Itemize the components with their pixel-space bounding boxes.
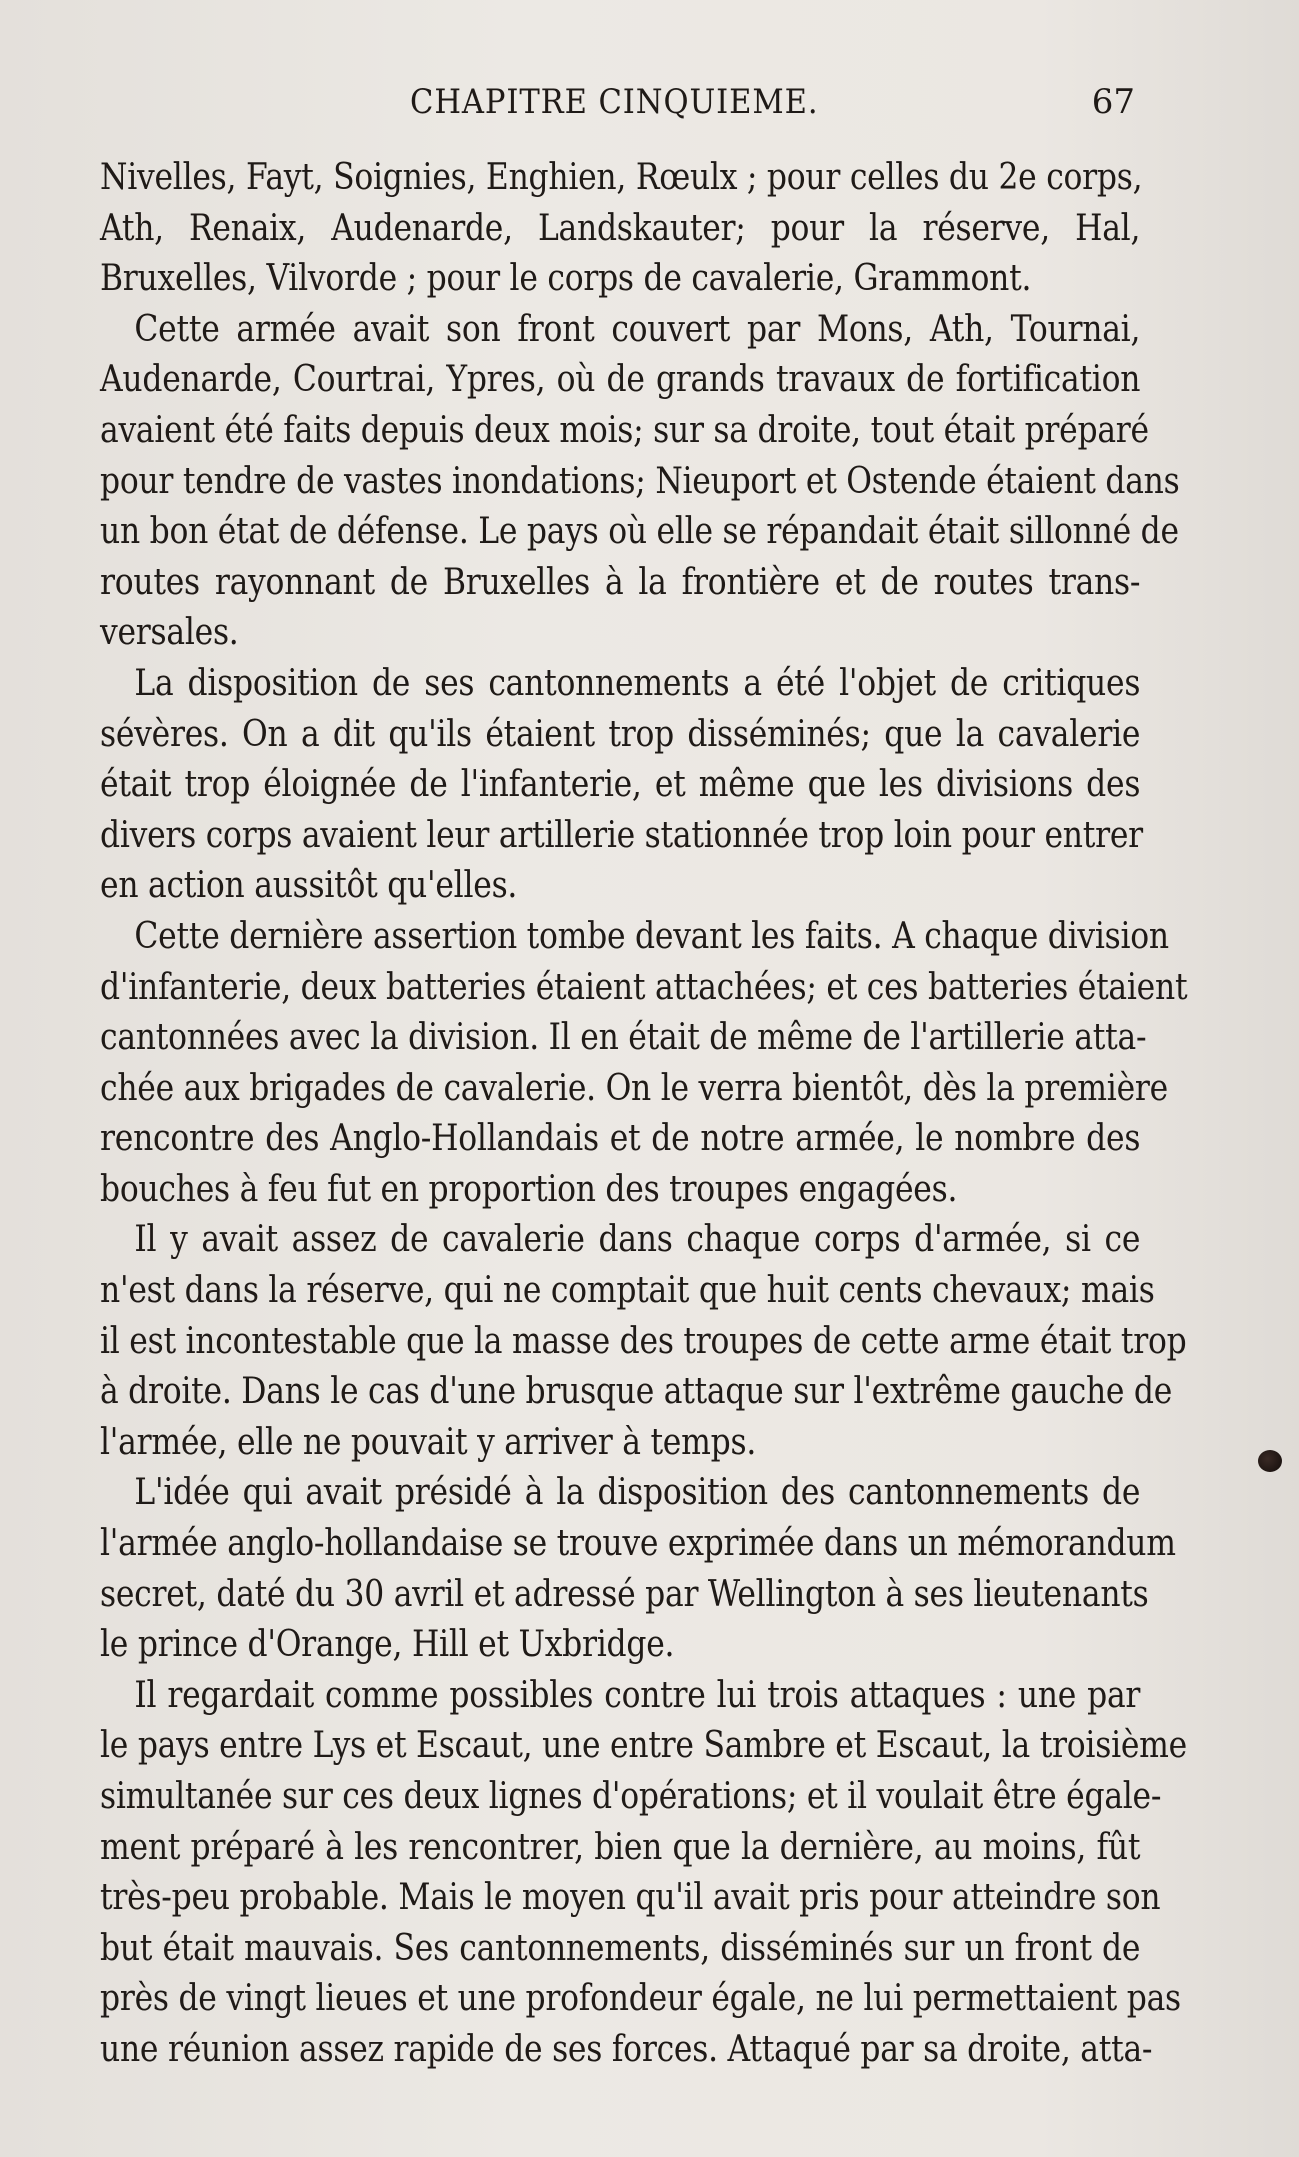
paragraph-first-line: Il regardait comme possibles contre lui trois attaques : une par	[134, 1672, 1141, 1716]
text-line: d'infanterie, deux batteries étaient attachées; et ces batteries étaient	[100, 964, 1188, 1008]
text-line: l'armée anglo-hollandaise se trouve exprimée dans un mémorandum	[100, 1521, 1176, 1565]
paragraph-first-line: Il y avait assez de cavalerie dans chaque corps d'armée, si ce	[134, 1217, 1141, 1261]
paragraph-first-line: L'idée qui avait présidé à la disposition des cantonnements de	[134, 1470, 1141, 1514]
body-text	[100, 152, 1188, 2075]
paragraph-first-line: La disposition de ses cantonnements a été l'objet de critiques	[134, 660, 1141, 704]
text-line: Ath, Renaix, Audenarde, Landskauter; pour la réserve, Hal,	[100, 205, 1141, 249]
paragraph-first-line: Cette dernière assertion tombe devant les faits. A chaque division	[134, 913, 1169, 957]
text-line: n'est dans la réserve, qui ne comptait que huit cents chevaux; mais	[100, 1268, 1155, 1312]
text-line: divers corps avaient leur artillerie stationnée trop loin pour entrer	[100, 812, 1143, 856]
text-line: à droite. Dans le cas d'une brusque attaque sur l'extrême gauche de	[100, 1369, 1173, 1413]
text-line: le pays entre Lys et Escaut, une entre Sambre et Escaut, la troisième	[100, 1723, 1187, 1767]
page-header	[100, 82, 1135, 132]
text-line: le prince d'Orange, Hill et Uxbridge.	[100, 1622, 675, 1666]
text-line: sévères. On a dit qu'ils étaient trop disséminés; que la cavalerie	[100, 711, 1141, 755]
text-line: avaient été faits depuis deux mois; sur sa droite, tout était préparé	[100, 407, 1149, 451]
text-line: versales.	[100, 610, 239, 654]
text-line: un bon état de défense. Le pays où elle se répandait était sillonné de	[100, 509, 1179, 553]
text-line: en action aussitôt qu'elles.	[100, 863, 518, 907]
paragraph-first-line: Cette armée avait son front couvert par Mons, Ath, Tournai,	[134, 306, 1141, 350]
text-line: chée aux brigades de cavalerie. On le verra bientôt, dès la première	[100, 1065, 1168, 1109]
text-line: il est incontestable que la masse des troupes de cette arme était trop	[100, 1318, 1187, 1362]
text-line: simultanée sur ces deux lignes d'opérations; et il voulait être égale-	[100, 1774, 1162, 1817]
text-line: Nivelles, Fayt, Soignies, Enghien, Rœulx ; pour celles du 2e corps,	[100, 155, 1143, 198]
text-line: Bruxelles, Vilvorde ; pour le corps de cavalerie, Grammont.	[100, 256, 1032, 300]
text-line: secret, daté du 30 avril et adressé par Wellington à ses lieutenants	[100, 1571, 1149, 1615]
text-line: cantonnées avec la division. Il en était de même de l'artillerie atta-	[100, 1015, 1147, 1059]
text-line: ment préparé à les rencontrer, bien que la dernière, au moins, fût	[100, 1824, 1141, 1868]
text-line: bouches à feu fut en proportion des troupes engagées.	[100, 1166, 958, 1210]
text-line: routes rayonnant de Bruxelles à la frontière et de routes trans-	[100, 559, 1141, 603]
running-title: CHAPITRE CINQUIEME.	[410, 82, 819, 122]
text-line: une réunion assez rapide de ses forces. Attaqué par sa droite, atta-	[100, 2026, 1153, 2070]
ink-blot	[1258, 1450, 1282, 1472]
text-line: Audenarde, Courtrai, Ypres, où de grands travaux de fortification	[100, 357, 1141, 401]
page-number: 67	[1091, 82, 1135, 122]
text-line: très-peu probable. Mais le moyen qu'il avait pris pour atteindre son	[100, 1875, 1161, 1919]
text-line: rencontre des Anglo-Hollandais et de notre armée, le nombre des	[100, 1116, 1141, 1160]
text-line: but était mauvais. Ses cantonnements, disséminés sur un front de	[100, 1925, 1141, 1969]
text-line: l'armée, elle ne pouvait y arriver à temps.	[100, 1419, 757, 1463]
text-line: était trop éloignée de l'infanterie, et même que les divisions des	[100, 762, 1141, 806]
text-line: près de vingt lieues et une profondeur égale, ne lui permettaient pas	[100, 1976, 1181, 2020]
text-line: pour tendre de vastes inondations; Nieuport et Ostende étaient dans	[100, 458, 1180, 502]
